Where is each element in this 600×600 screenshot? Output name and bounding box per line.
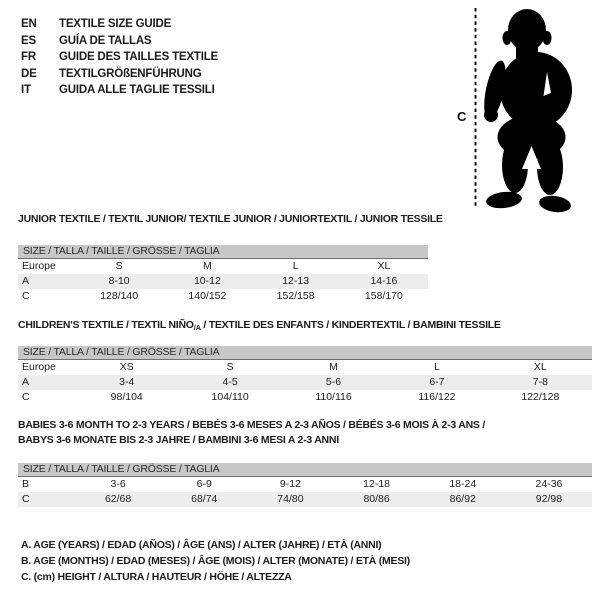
table-cell: 8-10: [108, 275, 130, 287]
table-cell: 158/170: [364, 290, 403, 302]
language-row-fr: [21, 49, 218, 66]
table-row-europe: [18, 360, 592, 375]
table-cell: 3-4: [119, 376, 135, 388]
language-label: GUIDE DES TAILLES TEXTILE: [59, 51, 218, 64]
language-code: DE: [21, 67, 37, 80]
table-cell: 140/152: [188, 290, 227, 302]
language-row-es: [21, 33, 218, 50]
table-row-age-months: [18, 477, 592, 492]
language-title-list: [21, 16, 218, 99]
language-label: TEXTILGRÖßENFÜHRUNG: [59, 67, 202, 80]
table-cell: 128/140: [100, 290, 139, 302]
title-part: CHILDREN'S TEXTILE / TEXTIL NIÑO: [18, 319, 194, 331]
table-cell: 9-12: [279, 478, 301, 490]
table-cell: 92/98: [535, 493, 563, 505]
table-cell: 122/128: [521, 391, 560, 403]
language-row-it: [21, 82, 218, 99]
row-label: A: [22, 376, 30, 388]
table-cell: 68/74: [191, 493, 218, 505]
baby-silhouette-graphic: [450, 0, 600, 215]
babies-title-line2: BABYS 3-6 MONATE BIS 2-3 JAHRE / BAMBINI 3-6 MESI A 2-3 ANNI: [18, 434, 339, 446]
baby-figure: [450, 0, 600, 215]
language-code: FR: [21, 51, 36, 64]
table-cell: 110/116: [315, 391, 352, 403]
table-cell: 4-5: [222, 376, 238, 388]
title-part: / TEXTILE DES ENFANTS / KINDERTEXTIL / BAMBINI TESSILE: [200, 319, 501, 331]
language-row-de: [21, 66, 218, 83]
row-label: C: [22, 290, 30, 302]
table-cell: XS: [119, 361, 134, 373]
table-row-europe: [18, 259, 428, 274]
table-cell: XL: [377, 260, 391, 272]
footnote-b: B. AGE (MONTHS) / EDAD (MESES) / ÂGE (MOIS) / ALTER (MONATE) / ETÀ (MESI): [21, 555, 410, 567]
table-cell: 80/86: [363, 493, 390, 505]
table-cell: 5-6: [325, 376, 342, 388]
table-row-height: [18, 492, 592, 507]
table-cell: 7-8: [532, 376, 548, 388]
size-header-bar: SIZE / TALLA / TAILLE / GRÖSSE / TAGLIA: [18, 463, 592, 477]
table-cell: 6-7: [429, 376, 445, 388]
table-cell: XL: [533, 361, 547, 373]
table-cell: 10-12: [193, 275, 221, 287]
junior-size-table: [18, 245, 428, 304]
language-code: EN: [21, 18, 37, 30]
table-row-height: [18, 390, 592, 405]
row-label: A: [22, 275, 30, 287]
table-cell: 12-13: [282, 275, 310, 287]
table-row-age: [18, 375, 592, 390]
babies-size-table: [18, 463, 592, 507]
table-rows: [18, 477, 592, 507]
table-cell: 3-6: [110, 478, 126, 490]
table-cell: 86/92: [449, 493, 476, 505]
row-label: C: [22, 391, 30, 403]
children-section-title: [18, 319, 501, 334]
row-label: B: [22, 478, 30, 490]
language-code: IT: [21, 84, 31, 97]
baby-silhouette-icon: [480, 9, 572, 214]
footnote-a: A. AGE (YEARS) / EDAD (AÑOS) / ÂGE (ANS) / ALTER (JAHRE) / ETÀ (ANNI): [21, 539, 382, 551]
babies-section-title: [18, 418, 485, 448]
table-cell: 116/122: [418, 391, 456, 403]
table-cell: 14-16: [370, 275, 398, 287]
title-subscript: /A: [193, 323, 201, 332]
table-cell: S: [226, 361, 234, 373]
table-cell: 74/80: [277, 493, 304, 505]
babies-title-line1: BABIES 3-6 MONTH TO 2-3 YEARS / BEBÉS 3-6 MESES A 2-3 AÑOS / BÉBÉS 3-6 MOIS À 2-3 ANS /: [18, 419, 486, 431]
table-row-age: [18, 274, 428, 289]
table-cell: 62/68: [104, 493, 132, 505]
figure-measure-label: C: [457, 109, 467, 124]
table-cell: M: [203, 260, 212, 272]
size-header-bar: SIZE / TALLA / TAILLE / GRÖSSE / TAGLIA: [18, 245, 428, 259]
table-cell: 24-36: [535, 478, 563, 490]
table-cell: 12-18: [363, 478, 391, 490]
table-row-height: [18, 289, 428, 304]
table-cell: 6-9: [196, 478, 212, 490]
language-label: GUÍA DE TALLAS: [59, 34, 152, 47]
table-cell: L: [434, 361, 440, 373]
footnotes: [21, 537, 410, 585]
language-row-en: [21, 16, 218, 33]
table-rows: [18, 360, 592, 405]
table-cell: 104/110: [211, 391, 249, 403]
row-label: Europe: [22, 260, 56, 272]
row-label: C: [22, 493, 30, 505]
language-label: TEXTILE SIZE GUIDE: [59, 18, 172, 30]
junior-section-title: JUNIOR TEXTILE / TEXTIL JUNIOR/ TEXTILE JUNIOR / JUNIORTEXTIL / JUNIOR TESSILE: [18, 213, 443, 225]
row-label: Europe: [22, 361, 56, 373]
footnote-c: C. (cm) HEIGHT / ALTURA / HAUTEUR / HÖHE / ALTEZZA: [21, 571, 292, 583]
table-cell: M: [329, 361, 338, 373]
table-cell: 98/104: [110, 391, 143, 403]
table-cell: L: [292, 260, 299, 272]
language-label: GUIDA ALLE TAGLIE TESSILI: [59, 84, 215, 97]
table-cell: 152/158: [276, 290, 315, 302]
table-rows: [18, 259, 428, 304]
size-header-bar: SIZE / TALLA / TAILLE / GRÖSSE / TAGLIA: [18, 346, 592, 360]
table-cell: S: [115, 260, 123, 272]
children-size-table: [18, 346, 592, 405]
language-code: ES: [21, 34, 36, 47]
table-cell: 18-24: [449, 478, 477, 490]
